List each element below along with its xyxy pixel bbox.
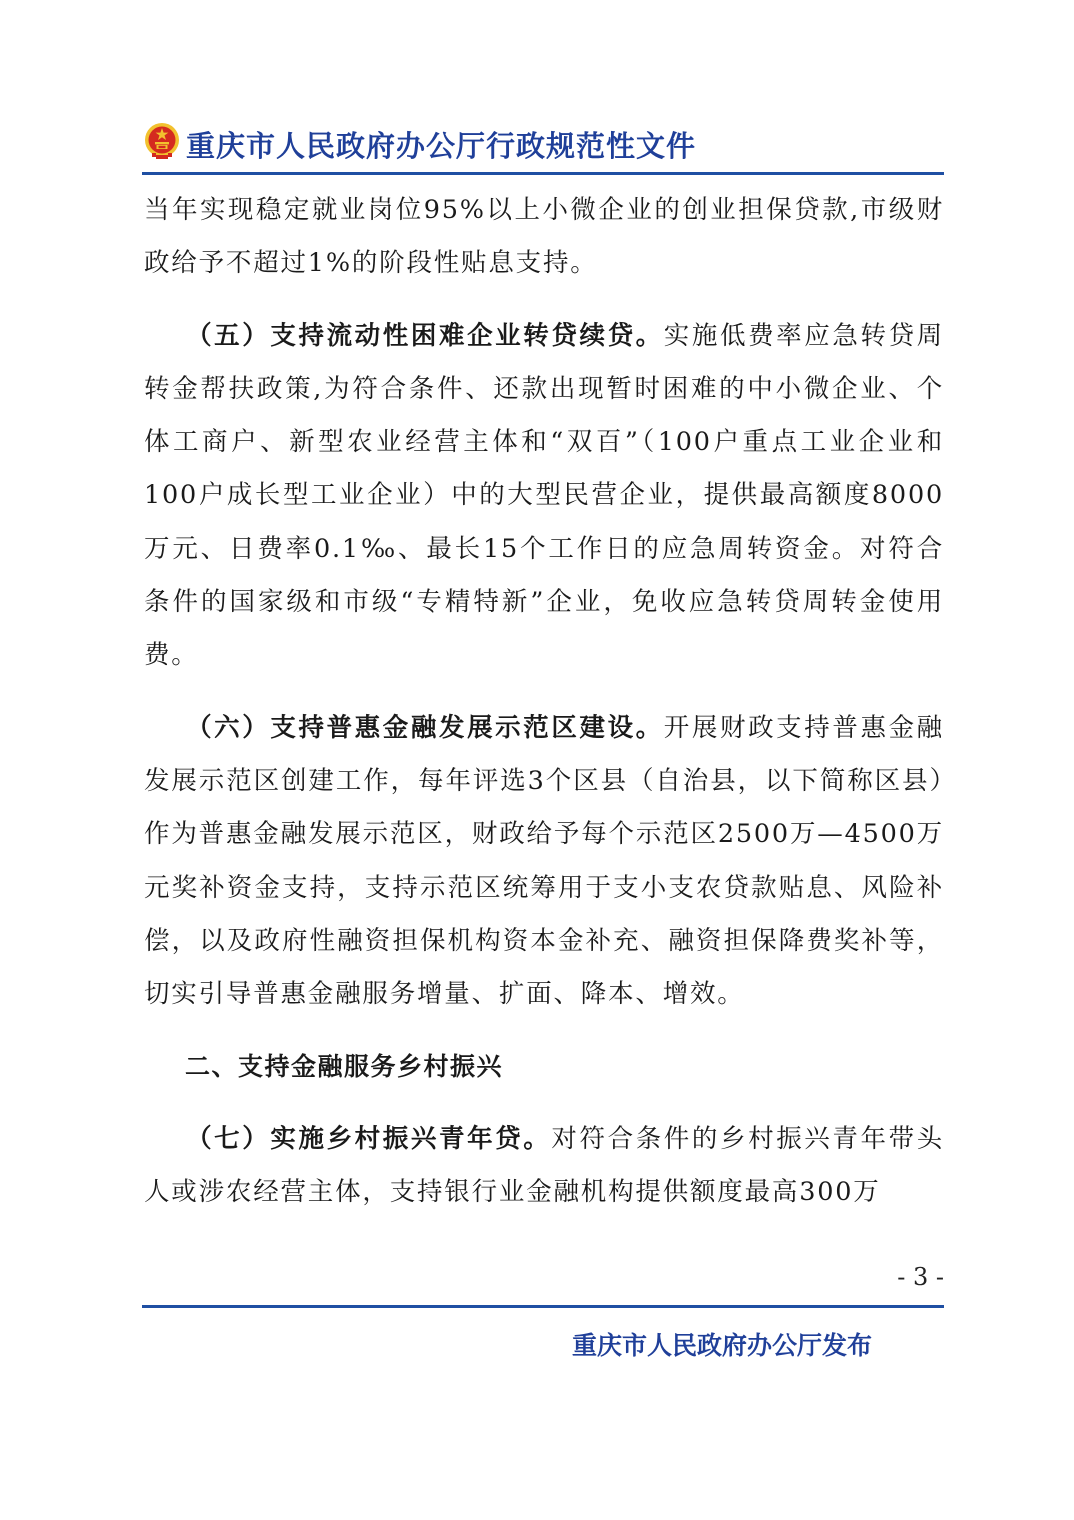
national-emblem-icon	[144, 122, 180, 160]
header-divider	[142, 172, 944, 175]
footer-divider	[142, 1305, 944, 1308]
document-header	[142, 118, 944, 168]
paragraph-section-7	[144, 1113, 944, 1220]
paragraph-lead: （六）支持普惠金融发展示范区建设。	[186, 712, 664, 743]
page-number: - 3 -	[897, 1263, 944, 1291]
footer-publisher: 重庆市人民政府办公厅发布	[572, 1331, 873, 1360]
paragraph-text: 实施低费率应急转贷周转金帮扶政策,为符合条件、还款出现暂时困难的中小微企业、个体工商户、新型农业经营主体和“双百”（100户重点工业企业和100户成长型工业企业）中的大型民营企业，提供最高额度8000万元、日费率0.1‰、最长15个工作日的应急周转资金。对符合条件的国家级和市级“专精特新”企业，免收应急转贷周转金使用费。	[144, 320, 944, 671]
paragraph-text: 当年实现稳定就业岗位95%以上小微企业的创业担保贷款,市级财政给予不超过1%的阶段性贴息支持。	[144, 195, 944, 279]
paragraph-lead: （七）实施乡村振兴青年贷。	[186, 1123, 552, 1154]
document-header-title: 重庆市人民政府办公厅行政规范性文件	[186, 129, 697, 163]
paragraph-section-5	[144, 310, 944, 683]
section-heading: 二、支持金融服务乡村振兴	[185, 1052, 504, 1082]
document-body	[144, 184, 944, 1219]
paragraph-lead: （五）支持流动性困难企业转贷续贷。	[186, 320, 664, 351]
paragraph-text: 对符合条件的乡村振兴青年带头人或涉农经营主体，支持银行业金融机构提供额度最高300万	[144, 1123, 945, 1208]
paragraph-section-6	[144, 702, 944, 1022]
paragraph-text: 开展财政支持普惠金融发展示范区创建工作，每年评选3个区县（自治县，以下简称区县）作为普惠金融发展示范区，财政给予每个示范区2500万—4500万元奖补资金支持，支持示范区统筹用于支小支农贷款贴息、风险补偿，以及政府性融资担保机构资本金补充、融资担保降费奖补等，切实引导普惠金融服务增量、扩面、降本、增效。	[144, 712, 944, 1010]
paragraph-continuation	[144, 184, 944, 291]
